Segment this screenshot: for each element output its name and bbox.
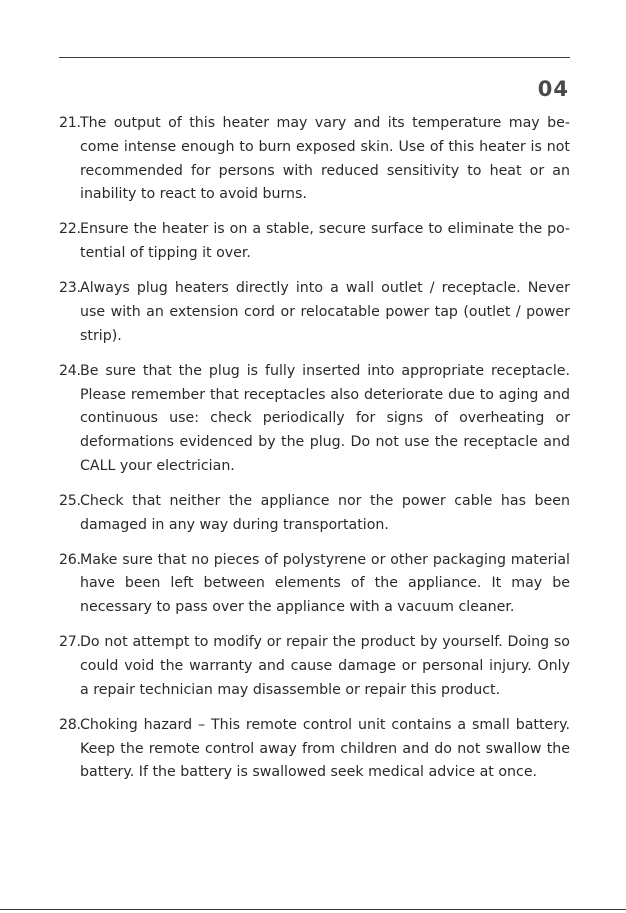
item-number: 24. <box>59 362 81 379</box>
item-text: Choking hazard – This remote control unit contains a small battery. Keep the remote control away from children and do not swallow the battery. If the battery is swallowed seek medical advice at once. <box>80 716 570 781</box>
item-number: 25. <box>59 492 81 509</box>
item-number: 28. <box>59 716 81 733</box>
item-text: Do not attempt to modify or repair the product by yourself. Doing so could void the warranty and cause damage or personal injury. Only a repair technician may disassemble or repair this product. <box>80 634 570 698</box>
item-text: Check that neither the appliance nor the power cable has been damaged in any way during transportation. <box>80 492 570 533</box>
item-text: Ensure the heater is on a stable, secure surface to eliminate the potential of tipping it over. <box>80 221 570 262</box>
item-text: Always plug heaters directly into a wall outlet / receptacle. Never use with an extension cord or relocatable power tap (outlet / power strip). <box>80 280 570 344</box>
item-number: 26. <box>59 551 81 568</box>
item-number: 22. <box>59 221 81 238</box>
safety-instructions-list <box>59 112 570 796</box>
header-rule <box>59 57 570 58</box>
list-item <box>59 218 570 266</box>
list-item <box>59 714 570 785</box>
item-number: 27. <box>59 634 81 651</box>
list-item <box>59 631 570 702</box>
list-item <box>59 549 570 620</box>
list-item <box>59 277 570 348</box>
item-text: Make sure that no pieces of polystyrene or other packaging material have been left between elements of the appliance. It may be necessary to pass over the appliance with a vacuum cleaner. <box>80 551 570 616</box>
item-text: Be sure that the plug is fully inserted into appropriate receptacle. Please remember that receptacles also deteriorate due to aging and continuous use: check periodically for signs of overheating or deformations evidenced by the plug. Do not use the receptacle and CALL your electrician. <box>80 362 570 474</box>
item-number: 23. <box>59 280 81 297</box>
list-item <box>59 360 570 479</box>
footer-rule <box>0 909 626 910</box>
item-number: 21. <box>59 115 81 131</box>
item-text: The output of this heater may vary and its temperature may become intense enough to burn exposed skin. Use of this heater is not recommended for persons with reduced sensitivity to heat or an inability to react to avoid burns. <box>80 115 570 203</box>
list-item <box>59 490 570 538</box>
page-number: 04 <box>537 77 569 101</box>
list-item <box>59 112 570 207</box>
